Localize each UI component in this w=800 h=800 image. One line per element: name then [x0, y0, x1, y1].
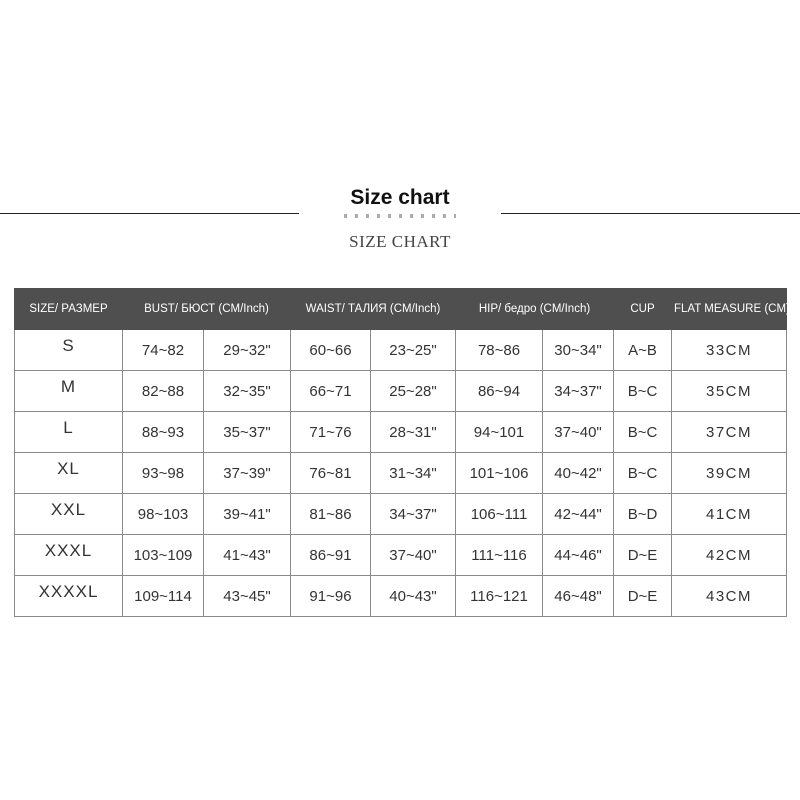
cell-cup: B~C	[614, 412, 672, 453]
page-title: Size chart	[350, 186, 450, 209]
cell-bust-inch: 43~45"	[204, 576, 291, 617]
cell-waist-inch: 23~25"	[371, 330, 456, 371]
cell-hip-inch: 46~48"	[543, 576, 614, 617]
cell-waist-inch: 31~34"	[371, 453, 456, 494]
cell-size: XXL	[15, 494, 123, 535]
table-row	[15, 494, 787, 535]
cell-waist-cm: 66~71	[291, 371, 371, 412]
cell-flat-measure: 39CM	[672, 453, 787, 494]
cell-waist-cm: 76~81	[291, 453, 371, 494]
cell-bust-cm: 98~103	[123, 494, 204, 535]
cell-bust-cm: 88~93	[123, 412, 204, 453]
cell-hip-inch: 37~40"	[543, 412, 614, 453]
cell-hip-inch: 44~46"	[543, 535, 614, 576]
table-row	[15, 535, 787, 576]
cell-cup: A~B	[614, 330, 672, 371]
cell-hip-inch: 34~37"	[543, 371, 614, 412]
cell-cup: D~E	[614, 576, 672, 617]
cell-bust-inch: 39~41"	[204, 494, 291, 535]
cell-bust-inch: 32~35"	[204, 371, 291, 412]
cell-bust-inch: 41~43"	[204, 535, 291, 576]
cell-bust-cm: 103~109	[123, 535, 204, 576]
cell-cup: B~D	[614, 494, 672, 535]
cell-size: L	[15, 412, 123, 453]
table-body	[15, 330, 787, 617]
cell-waist-cm: 86~91	[291, 535, 371, 576]
table-row	[15, 576, 787, 617]
title-dot-ornament	[344, 214, 456, 218]
cell-bust-cm: 74~82	[123, 330, 204, 371]
title-rule-right	[501, 213, 800, 214]
table-row	[15, 330, 787, 371]
cell-waist-inch: 37~40"	[371, 535, 456, 576]
cell-flat-measure: 42CM	[672, 535, 787, 576]
cell-hip-inch: 42~44"	[543, 494, 614, 535]
cell-hip-cm: 101~106	[456, 453, 543, 494]
cell-flat-measure: 35CM	[672, 371, 787, 412]
cell-flat-measure: 37CM	[672, 412, 787, 453]
header-waist: WAIST/ ТАЛИЯ (CM/Inch)	[291, 289, 456, 330]
cell-waist-cm: 60~66	[291, 330, 371, 371]
cell-size: XL	[15, 453, 123, 494]
cell-flat-measure: 43CM	[672, 576, 787, 617]
cell-flat-measure: 33CM	[672, 330, 787, 371]
cell-hip-inch: 40~42"	[543, 453, 614, 494]
cell-waist-inch: 25~28"	[371, 371, 456, 412]
cell-waist-cm: 71~76	[291, 412, 371, 453]
header-flat-measure: FLAT MEASURE (CM)	[672, 289, 787, 330]
header-hip: HIP/ бедро (CM/Inch)	[456, 289, 614, 330]
cell-hip-cm: 78~86	[456, 330, 543, 371]
cell-bust-cm: 93~98	[123, 453, 204, 494]
cell-waist-cm: 91~96	[291, 576, 371, 617]
cell-size: M	[15, 371, 123, 412]
cell-hip-cm: 116~121	[456, 576, 543, 617]
cell-hip-cm: 86~94	[456, 371, 543, 412]
size-table	[14, 288, 790, 617]
cell-size: XXXXL	[15, 576, 123, 617]
cell-waist-inch: 34~37"	[371, 494, 456, 535]
cell-hip-inch: 30~34"	[543, 330, 614, 371]
cell-bust-inch: 29~32"	[204, 330, 291, 371]
cell-waist-inch: 28~31"	[371, 412, 456, 453]
cell-bust-cm: 82~88	[123, 371, 204, 412]
cell-cup: D~E	[614, 535, 672, 576]
table-row	[15, 412, 787, 453]
header-size: SIZE/ РАЗМЕР	[15, 289, 123, 330]
cell-hip-cm: 106~111	[456, 494, 543, 535]
header-bust: BUST/ БЮСТ (CM/Inch)	[123, 289, 291, 330]
cell-size: XXXL	[15, 535, 123, 576]
cell-waist-cm: 81~86	[291, 494, 371, 535]
cell-waist-inch: 40~43"	[371, 576, 456, 617]
table-header-row	[15, 289, 787, 330]
cell-cup: B~C	[614, 453, 672, 494]
header-cup: CUP	[614, 289, 672, 330]
cell-cup: B~C	[614, 371, 672, 412]
title-rule-left	[0, 213, 299, 214]
table-row	[15, 453, 787, 494]
cell-bust-inch: 37~39"	[204, 453, 291, 494]
cell-bust-cm: 109~114	[123, 576, 204, 617]
page-subtitle: SIZE CHART	[349, 232, 451, 251]
cell-flat-measure: 41CM	[672, 494, 787, 535]
cell-hip-cm: 111~116	[456, 535, 543, 576]
table-row	[15, 371, 787, 412]
cell-hip-cm: 94~101	[456, 412, 543, 453]
cell-bust-inch: 35~37"	[204, 412, 291, 453]
cell-size: S	[15, 330, 123, 371]
